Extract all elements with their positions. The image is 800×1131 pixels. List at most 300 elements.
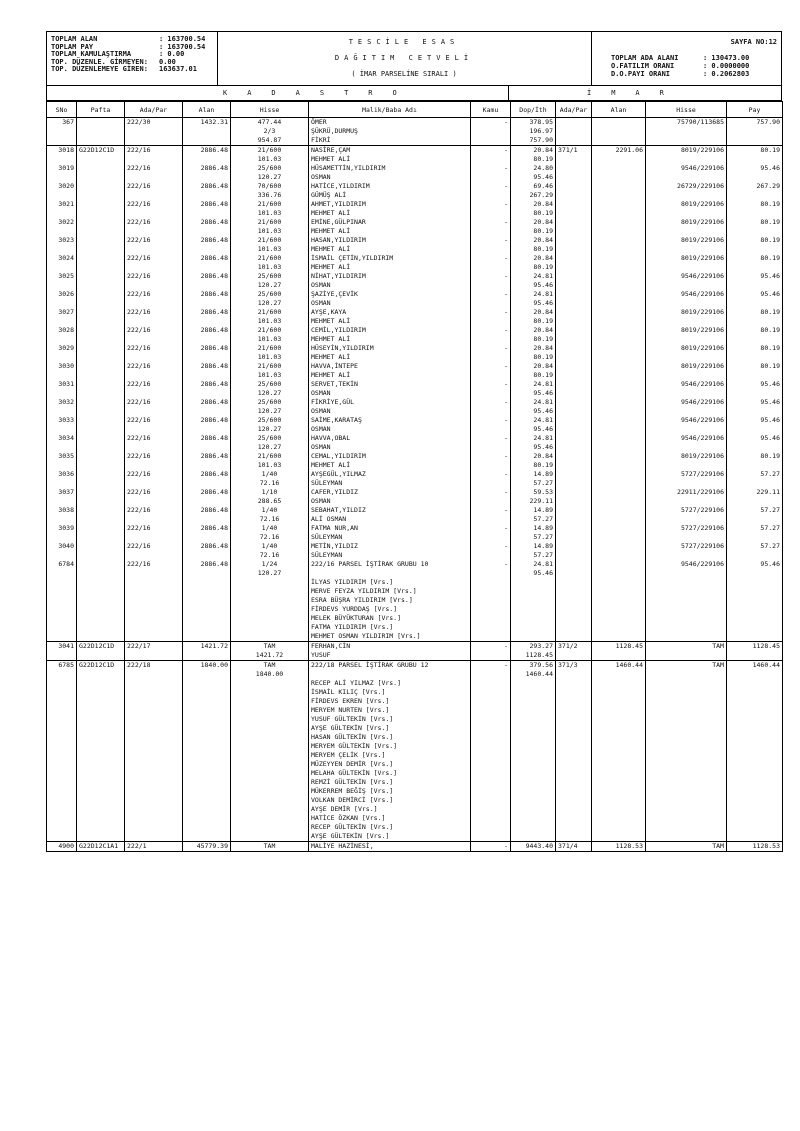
kamu-cell: - [471, 416, 511, 434]
hisse-cell-line: 101.03 [257, 209, 282, 217]
dop-ith-cell [511, 344, 556, 362]
hisse-cell [231, 254, 309, 272]
pay-cell: 80.19 [727, 452, 783, 470]
malik-cell [309, 146, 471, 165]
hisse-cell [231, 642, 309, 661]
imar-ada-parsel-cell [556, 290, 592, 308]
imar-hisse-cell: 26729/229106 [646, 182, 727, 200]
dop-ith-cell-line: 57.27 [533, 515, 553, 523]
pafta-cell [77, 560, 125, 642]
dop-ith-cell-line: 24.81 [533, 272, 553, 280]
imar-alan-cell [592, 290, 646, 308]
dop-ith-cell-line: 95.46 [533, 389, 553, 397]
imar-hisse-cell: 8019/229106 [646, 326, 727, 344]
table-row [47, 416, 783, 434]
ada-parsel-cell: 222/16 [125, 182, 183, 200]
imar-alan-cell [592, 164, 646, 182]
hisse-cell-line: 70/600 [257, 182, 282, 190]
pafta-cell [77, 308, 125, 326]
imar-hisse-cell: 9546/229106 [646, 164, 727, 182]
hisse-cell-line: 101.03 [257, 263, 282, 271]
column-header: Malik/Baba Adı [309, 102, 471, 118]
dop-ith-cell-line: 196.97 [529, 127, 553, 135]
malik-cell-line: 222/18 PARSEL İŞTİRAK GRUBU 12 [311, 661, 429, 669]
malik-cell-line: AYŞE,KAYA [311, 308, 347, 316]
malik-cell-line: MEHMET ALİ [311, 461, 351, 469]
alan-cell: 1840.00 [183, 661, 231, 842]
sno-cell: 3038 [47, 506, 77, 524]
hisse-cell-line: 120.27 [257, 281, 282, 289]
ada-total-line: TOPLAM ADA ALANI : 130473.00 [611, 54, 750, 62]
malik-cell-line: CAFER,YILDIZ [311, 488, 358, 496]
pafta-cell [77, 488, 125, 506]
dop-ith-cell [511, 290, 556, 308]
pay-cell: 80.19 [727, 236, 783, 254]
pay-cell: 57.27 [727, 506, 783, 524]
table-row [47, 661, 783, 842]
hisse-cell [231, 488, 309, 506]
kadastro-label: KADASTRO [223, 89, 417, 97]
dop-ith-cell-line: 24.80 [533, 164, 553, 172]
imar-alan-cell [592, 118, 646, 146]
pay-cell: 229.11 [727, 488, 783, 506]
imar-hisse-cell: 5727/229106 [646, 470, 727, 488]
kamu-cell: - [471, 290, 511, 308]
sno-cell: 6784 [47, 560, 77, 642]
dop-ith-cell-line: 20.84 [533, 308, 553, 316]
ada-parsel-cell: 222/1 [125, 842, 183, 852]
table-row [47, 146, 783, 165]
dop-ith-cell-line: 14.89 [533, 470, 553, 478]
malik-cell-line: FİRDEVS YURDDAŞ [Vrs.] [311, 605, 398, 613]
alan-cell: 2886.48 [183, 236, 231, 254]
table-row [47, 164, 783, 182]
dop-ith-cell-line: 757.90 [529, 136, 553, 144]
dop-ith-cell [511, 842, 556, 852]
imar-hisse-cell: 5727/229106 [646, 542, 727, 560]
hisse-cell [231, 661, 309, 842]
hisse-cell [231, 560, 309, 642]
dop-ith-cell [511, 362, 556, 380]
kamu-cell: - [471, 254, 511, 272]
imar-ada-parsel-cell [556, 344, 592, 362]
dop-ith-cell-line: 20.84 [533, 452, 553, 460]
ada-total-line: D.O.PAYI ORANI : 0.2062803 [611, 70, 750, 78]
imar-hisse-cell: 8019/229106 [646, 200, 727, 218]
hisse-cell-line: 1/40 [261, 524, 278, 532]
dop-ith-cell [511, 452, 556, 470]
malik-cell-line: MEHMET ALİ [311, 317, 351, 325]
sno-cell: 3037 [47, 488, 77, 506]
pafta-cell [77, 506, 125, 524]
table-row [47, 308, 783, 326]
malik-cell-line: OSMAN [311, 497, 331, 505]
pay-cell: 80.19 [727, 218, 783, 236]
hisse-cell-line: 72.16 [259, 533, 280, 541]
dop-ith-cell-line: 20.84 [533, 344, 553, 352]
hisse-cell-line: 101.03 [257, 335, 282, 343]
pay-cell: 1128.45 [727, 642, 783, 661]
imar-label: İMAR [587, 89, 684, 97]
ada-parsel-cell: 222/16 [125, 416, 183, 434]
malik-cell [309, 200, 471, 218]
imar-alan-cell: 1128.45 [592, 642, 646, 661]
dop-ith-cell-line: 80.19 [533, 371, 553, 379]
sno-cell: 3022 [47, 218, 77, 236]
table-row [47, 236, 783, 254]
imar-ada-parsel-cell [556, 308, 592, 326]
dop-ith-cell-line: 80.19 [533, 317, 553, 325]
totals-line: TOP. DÜZENLEMEYE GİREN: 163637.01 [51, 65, 197, 73]
malik-cell-line: MEHMET ALİ [311, 227, 351, 235]
pafta-cell [77, 254, 125, 272]
imar-ada-parsel-cell [556, 254, 592, 272]
dop-ith-cell-line: 80.19 [533, 335, 553, 343]
kamu-cell: - [471, 218, 511, 236]
ada-parsel-cell: 222/16 [125, 524, 183, 542]
kamu-cell: - [471, 164, 511, 182]
dop-ith-cell [511, 470, 556, 488]
pay-cell: 57.27 [727, 470, 783, 488]
alan-cell: 2886.48 [183, 326, 231, 344]
malik-cell-line: EMİNE,GÜLPINAR [311, 218, 366, 226]
malik-cell-line: NİHAT,YILDIRIM [311, 272, 366, 280]
dop-ith-cell [511, 272, 556, 290]
hisse-cell [231, 506, 309, 524]
dop-ith-cell [511, 661, 556, 842]
imar-ada-parsel-cell [556, 272, 592, 290]
hisse-cell [231, 524, 309, 542]
dop-ith-cell [511, 542, 556, 560]
dop-ith-cell-line: 9443.40 [525, 842, 553, 850]
hisse-cell [231, 470, 309, 488]
column-header: Dop/İth [511, 102, 556, 118]
sno-cell: 3021 [47, 200, 77, 218]
hisse-cell-line: 21/600 [257, 308, 282, 316]
alan-cell: 2886.48 [183, 380, 231, 398]
table-row [47, 560, 783, 642]
alan-cell: 1432.31 [183, 118, 231, 146]
pafta-cell [77, 398, 125, 416]
malik-cell [309, 272, 471, 290]
hisse-cell [231, 290, 309, 308]
column-header: Alan [183, 102, 231, 118]
malik-cell-line: MÜKERREM BEĞİŞ [Vrs.] [311, 787, 394, 795]
dop-ith-cell [511, 506, 556, 524]
imar-hisse-cell: 75790/113685 [646, 118, 727, 146]
hisse-cell-line: 25/600 [257, 434, 282, 442]
imar-alan-cell: 2291.06 [592, 146, 646, 165]
hisse-cell-line: 21/600 [257, 200, 282, 208]
hisse-cell-line: 1421.72 [255, 651, 284, 659]
ada-parsel-cell: 222/16 [125, 272, 183, 290]
alan-cell: 2886.48 [183, 218, 231, 236]
malik-cell [309, 254, 471, 272]
sno-cell: 3031 [47, 380, 77, 398]
sno-cell: 3027 [47, 308, 77, 326]
kamu-cell: - [471, 344, 511, 362]
imar-hisse-cell: 8019/229106 [646, 308, 727, 326]
imar-hisse-cell: 8019/229106 [646, 452, 727, 470]
band-divider [508, 86, 509, 100]
dop-ith-cell-line: 14.89 [533, 542, 553, 550]
sno-cell: 3041 [47, 642, 77, 661]
malik-cell-line: OSMAN [311, 299, 331, 307]
pay-cell: 1460.44 [727, 661, 783, 842]
pay-cell: 95.46 [727, 290, 783, 308]
hisse-cell [231, 416, 309, 434]
ada-parsel-cell: 222/16 [125, 254, 183, 272]
malik-cell-line: ESRA BÜŞRA YILDIRIM [Vrs.] [311, 596, 413, 604]
table-row [47, 290, 783, 308]
hisse-cell-line: 101.03 [257, 317, 282, 325]
malik-cell-line: SÜLEYMAN [311, 533, 343, 541]
pafta-cell: G22D12C1D [77, 642, 125, 661]
ada-parsel-cell: 222/17 [125, 642, 183, 661]
table-row [47, 200, 783, 218]
malik-cell-line: OSMAN [311, 425, 331, 433]
imar-ada-parsel-cell [556, 182, 592, 200]
alan-cell: 2886.48 [183, 344, 231, 362]
pay-cell: 95.46 [727, 398, 783, 416]
malik-cell-line: FİKRİ [311, 136, 331, 144]
kamu-cell: - [471, 272, 511, 290]
dop-ith-cell [511, 416, 556, 434]
imar-hisse-cell: 5727/229106 [646, 524, 727, 542]
malik-cell-line: HASAN,YILDIRIM [311, 236, 366, 244]
dop-ith-cell [511, 434, 556, 452]
malik-cell [309, 842, 471, 852]
pay-cell: 95.46 [727, 272, 783, 290]
malik-cell-line: CEMİL,YILDIRIM [311, 326, 366, 334]
hisse-cell [231, 236, 309, 254]
hisse-cell [231, 380, 309, 398]
table-row [47, 506, 783, 524]
pay-cell: 80.19 [727, 146, 783, 165]
alan-cell: 1421.72 [183, 642, 231, 661]
imar-alan-cell [592, 542, 646, 560]
malik-cell [309, 362, 471, 380]
pay-cell: 95.46 [727, 560, 783, 642]
hisse-cell-line: TAM [263, 842, 276, 850]
malik-cell [309, 164, 471, 182]
imar-alan-cell [592, 218, 646, 236]
alan-cell: 2886.48 [183, 308, 231, 326]
dop-ith-cell-line: 293.27 [529, 642, 553, 650]
hisse-cell-line: 101.03 [257, 227, 282, 235]
malik-cell-line: MEHMET OSMAN YILDIRIM [Vrs.] [311, 632, 421, 640]
ada-parsel-cell: 222/16 [125, 308, 183, 326]
alan-cell: 2886.48 [183, 362, 231, 380]
malik-cell-line: OSMAN [311, 281, 331, 289]
dop-ith-cell-line: 24.81 [533, 380, 553, 388]
pafta-cell: G22D12C1D [77, 661, 125, 842]
dop-ith-cell-line: 69.46 [533, 182, 553, 190]
dop-ith-cell-line: 1460.44 [525, 670, 553, 678]
hisse-cell [231, 118, 309, 146]
table-row [47, 542, 783, 560]
hisse-cell-line: 101.03 [257, 371, 282, 379]
malik-cell-line: OSMAN [311, 407, 331, 415]
imar-alan-cell [592, 200, 646, 218]
pay-cell: 80.19 [727, 254, 783, 272]
alan-cell: 2886.48 [183, 254, 231, 272]
malik-cell-line: ÖMER [311, 118, 327, 126]
pay-cell: 80.19 [727, 362, 783, 380]
hisse-cell-line: TAM [263, 661, 276, 669]
imar-ada-parsel-cell [556, 200, 592, 218]
pafta-cell [77, 542, 125, 560]
ada-parsel-cell: 222/16 [125, 344, 183, 362]
dop-ith-cell-line: 20.84 [533, 218, 553, 226]
pafta-cell [77, 272, 125, 290]
table-row [47, 182, 783, 200]
imar-alan-cell [592, 434, 646, 452]
sno-cell: 3019 [47, 164, 77, 182]
dop-ith-cell-line: 95.46 [533, 173, 553, 181]
kamu-cell: - [471, 380, 511, 398]
malik-cell-line: MEHMET ALİ [311, 209, 351, 217]
malik-cell-line: SÜLEYMAN [311, 479, 343, 487]
sno-cell: 3040 [47, 542, 77, 560]
malik-cell-line: FATMA NUR,AN [311, 524, 358, 532]
pay-cell: 57.27 [727, 524, 783, 542]
malik-cell-line: MEHMET ALİ [311, 353, 351, 361]
malik-cell-line [311, 670, 468, 679]
dop-ith-cell-line: 80.19 [533, 155, 553, 163]
imar-ada-parsel-cell [556, 398, 592, 416]
imar-ada-parsel-cell: 371/4 [556, 842, 592, 852]
imar-hisse-cell: 9546/229106 [646, 434, 727, 452]
hisse-cell-line: 25/600 [257, 272, 282, 280]
alan-cell: 2886.48 [183, 434, 231, 452]
malik-cell-line: HÜSEYİN,YILDIRIM [311, 344, 374, 352]
dop-ith-cell-line: 1128.45 [525, 651, 553, 659]
pafta-cell [77, 344, 125, 362]
hisse-cell-line: 101.03 [257, 353, 282, 361]
table-row [47, 380, 783, 398]
dop-ith-cell-line: 80.19 [533, 227, 553, 235]
section-band [46, 86, 782, 101]
dop-ith-cell-line: 229.11 [529, 497, 553, 505]
malik-cell-line: YUSUF [311, 651, 331, 659]
malik-cell-line: HAVVA,İNTEPE [311, 362, 358, 370]
imar-ada-parsel-cell [556, 434, 592, 452]
hisse-cell-line: 21/600 [257, 254, 282, 262]
imar-hisse-cell: 8019/229106 [646, 146, 727, 165]
ada-parsel-cell: 222/16 [125, 380, 183, 398]
dop-ith-cell-line: 20.84 [533, 146, 553, 154]
sno-cell: 3023 [47, 236, 77, 254]
hisse-cell [231, 146, 309, 165]
dop-ith-cell-line: 57.27 [533, 551, 553, 559]
hisse-cell-line: 120.27 [257, 425, 282, 433]
ada-parsel-cell: 222/16 [125, 290, 183, 308]
ada-parsel-cell: 222/16 [125, 146, 183, 165]
page-number: SAYFA NO:12 [730, 38, 777, 46]
malik-cell [309, 560, 471, 642]
imar-alan-cell [592, 326, 646, 344]
column-header: Pay [727, 102, 783, 118]
malik-cell [309, 470, 471, 488]
hisse-cell-line: 21/600 [257, 146, 282, 154]
ada-parsel-cell: 222/18 [125, 661, 183, 842]
column-header: Ada/Par [125, 102, 183, 118]
hisse-cell-line: 21/600 [257, 362, 282, 370]
dop-ith-cell [511, 200, 556, 218]
malik-cell [309, 434, 471, 452]
kamu-cell: - [471, 560, 511, 642]
hisse-cell [231, 452, 309, 470]
dop-ith-cell-line: 95.46 [533, 569, 553, 577]
imar-hisse-cell: TAM [646, 842, 727, 852]
ada-parsel-cell: 222/16 [125, 236, 183, 254]
alan-cell: 2886.48 [183, 200, 231, 218]
table-row [47, 344, 783, 362]
hisse-cell [231, 842, 309, 852]
hisse-cell-line: 1/40 [261, 542, 278, 550]
ada-parsel-cell: 222/16 [125, 164, 183, 182]
alan-cell: 2886.48 [183, 560, 231, 642]
dop-ith-cell-line: 95.46 [533, 281, 553, 289]
malik-cell [309, 661, 471, 842]
malik-cell [309, 452, 471, 470]
malik-cell-line: SÜLEYMAN [311, 551, 343, 559]
sno-cell: 3032 [47, 398, 77, 416]
ada-parsel-cell: 222/16 [125, 326, 183, 344]
pay-cell: 95.46 [727, 416, 783, 434]
hisse-cell-line: 25/600 [257, 398, 282, 406]
hisse-cell-line: 477.44 [257, 118, 282, 126]
malik-cell-line: AYŞE DEMİR [Vrs.] [311, 805, 378, 813]
dop-ith-cell [511, 560, 556, 642]
dop-ith-cell [511, 326, 556, 344]
table-row [47, 398, 783, 416]
malik-cell-line: HAVVA,OBAL [311, 434, 351, 442]
sno-cell: 3025 [47, 272, 77, 290]
hisse-cell-line: 120.27 [257, 407, 282, 415]
malik-cell-line: FERHAN,CİN [311, 642, 351, 650]
dop-ith-cell-line: 80.19 [533, 209, 553, 217]
imar-hisse-cell: 8019/229106 [646, 254, 727, 272]
kamu-cell: - [471, 642, 511, 661]
column-header: Hisse [231, 102, 309, 118]
malik-cell-line: REMZİ GÜLTEKİN [Vrs.] [311, 778, 394, 786]
hisse-cell-line: 25/600 [257, 380, 282, 388]
dop-ith-cell [511, 488, 556, 506]
imar-ada-parsel-cell [556, 452, 592, 470]
dop-ith-cell [511, 146, 556, 165]
pay-cell: 267.29 [727, 182, 783, 200]
document-title: TESCİLE ESAS [348, 38, 460, 46]
sno-cell: 3018 [47, 146, 77, 165]
malik-cell-line: MERYEM GÜLTEKİN [Vrs.] [311, 742, 398, 750]
dop-ith-cell-line: 80.19 [533, 263, 553, 271]
ada-parsel-cell: 222/16 [125, 542, 183, 560]
dop-ith-cell [511, 218, 556, 236]
distribution-table [46, 101, 783, 852]
dop-ith-cell-line: 24.81 [533, 434, 553, 442]
ada-parsel-cell: 222/16 [125, 434, 183, 452]
ada-parsel-cell: 222/16 [125, 398, 183, 416]
malik-cell-line: AYŞE GÜLTEKİN [Vrs.] [311, 832, 390, 840]
imar-ada-parsel-cell: 371/1 [556, 146, 592, 165]
malik-cell [309, 118, 471, 146]
imar-hisse-cell: 9546/229106 [646, 272, 727, 290]
malik-cell-line: MERYEM NURTEN [Vrs.] [311, 706, 390, 714]
imar-alan-cell [592, 362, 646, 380]
dop-ith-cell [511, 164, 556, 182]
